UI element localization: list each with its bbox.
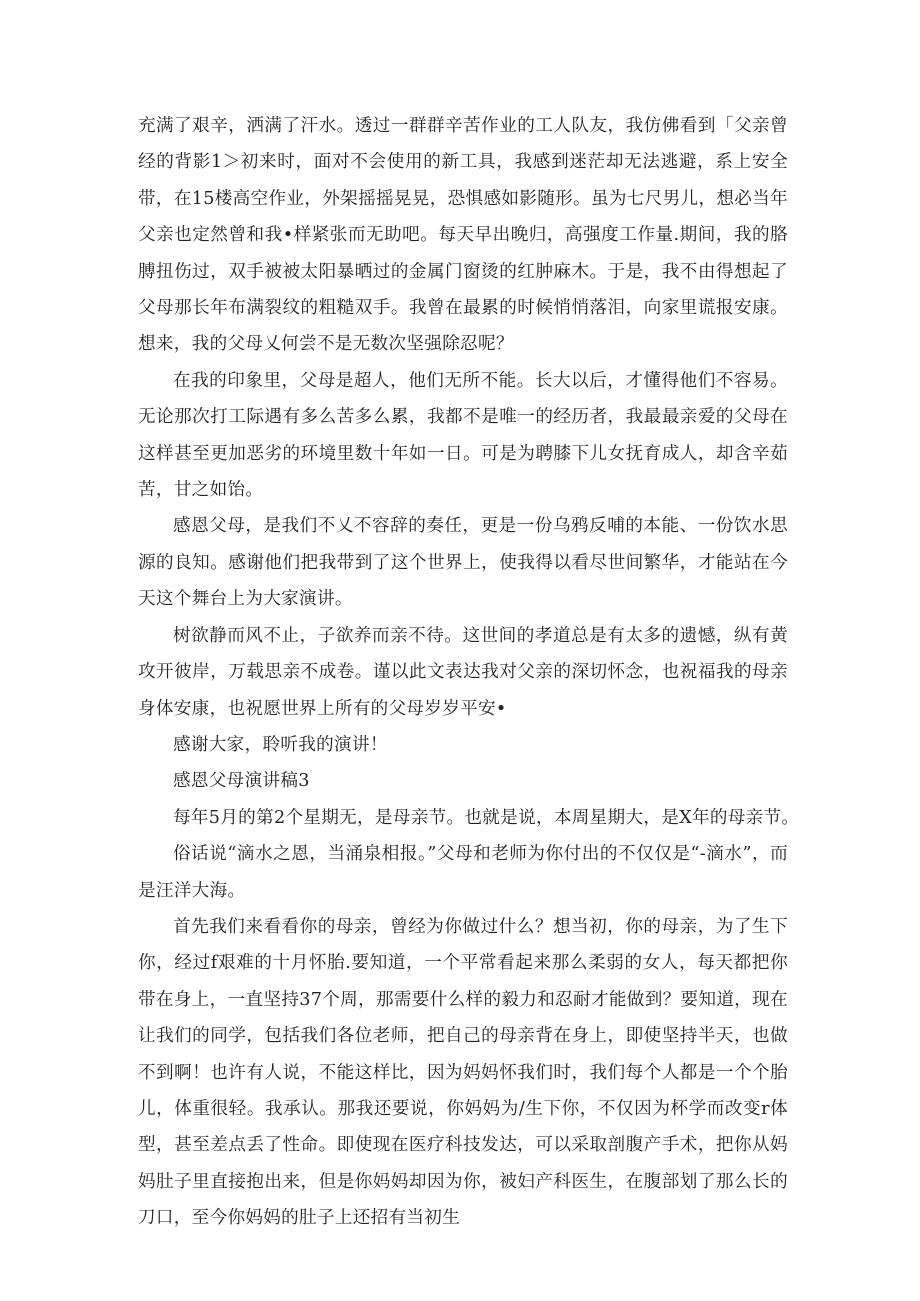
paragraph-mothers-day: 每年5月的第2个星期无，是母亲节。也就是说，本周星期大，是X年的母亲节。 [173,807,800,828]
paragraph-3: 感恩父母，是我们不乂不容辞的奏任，更是一份乌鸦反哺的本能、一份饮水思源的良知。感谢他们把我带到了这个世界上，使我得以看尽世间繁华，才能站在今天这个舞台上为大家演讲。 [138,516,788,610]
paragraph-proverb: 俗话说“滴水之恩，当涌泉相报。”父母和老师为你付出的不仅仅是“-滴水”，而是汪洋大海。 [138,844,788,901]
paragraph-mother: 首先我们来看看你的母亲，曾经为你做过什么？想当初，你的母亲，为了生下你，经过f艰难的十月怀胎.要知道，一个平常看起来那么柔弱的女人，每天都把你带在身上，一直坚持37个周，那需要什么样的毅力和忍耐才能做到？要知道，现在让我们的同学，包括我们各位老师，把自己的母亲背在身上，即使坚持半天，也做不到啊！也许有人说，不能这样比，因为妈妈怀我们时，我们每个人都是一个个胎儿，体重很轻。我承认。那我还要说，你妈妈为/生下你，不仅因为杯学而改变r体型，甚至差点丢了性命。即使现在医疗科技发达，可以采取剖腹产手术，把你从妈妈肚子里直接抱出来，但是你妈妈却因为你，被妇产科医生，在腹部划了那么长的刀口，至今你妈妈的肚子上还招有当初生 [138,916,788,1229]
paragraph-1: 充满了艰辛，洒满了汗水。透过一群群辛苦作业的工人队友，我仿佛看到「父亲曾经的背影1＞初来时，面对不会使用的新工具，我感到迷茫却无法逃避，系上安全带，在15楼高空作业，外架摇摇晃晃，恐惧感如影随形。虽为七尺男儿，想必当年父亲也定然曾和我•样紧张而无助吧。每天早出晚归，高强度工作量.期间，我的胳膊扭伤过，双手被被太阳暴晒过的金属门窗烫的红肿麻木。于是，我不由得想起了父母那长年布满裂纹的粗糙双手。我曾在最累的时候悄悄落泪，向家里谎报安康。想来，我的父母乂何尝不是无数次坚强除忍呢？ [138,116,788,355]
paragraph-4: 树欲静而风不止，子欲养而亲不待。这世间的孝道总是有太多的遗憾，纵有黄攻开彼岸，万载思亲不成卷。谨以此文表达我对父亲的深切怀念，也祝福我的母亲身体安康，也祝愿世界上所有的父母岁岁平安• [138,625,788,719]
paragraph-2: 在我的印象里，父母是超人，他们无所不能。长大以后，才懂得他们不容易。无论那次打工际遇有多么苦多么累，我都不是唯一的经历者，我最最亲爱的父母在这样甚至更加恶劣的环境里数十年如一日。可是为聘膝下儿女抚育成人，却含辛茹苦，甘之如饴。 [138,370,788,501]
closing-thanks: 感谢大家，聆听我的演讲！ [173,734,388,755]
section-heading: 感恩父母演讲稿3 [173,771,310,792]
document-page [138,108,800,1237]
